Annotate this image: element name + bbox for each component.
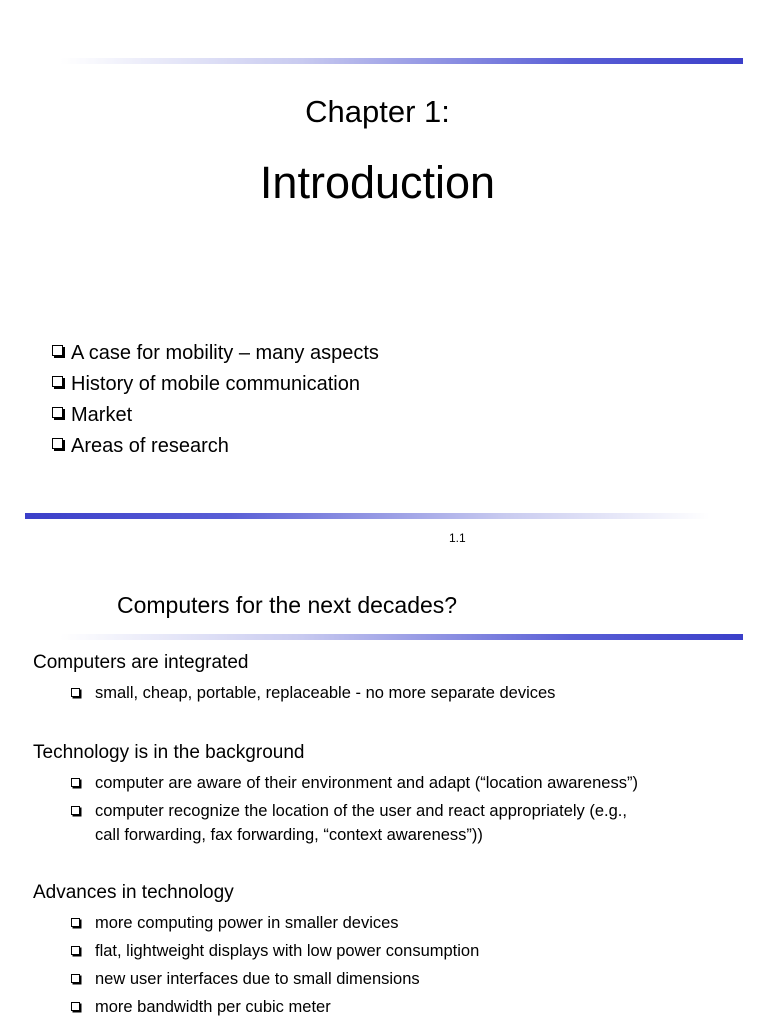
section-heading: Advances in technology [33,882,234,903]
section-technology-background [33,741,638,847]
list-item: computer recognize the location of the user and react appropriately (e.g., [33,799,638,823]
list-item: Areas of research [52,431,379,462]
list-item: more computing power in smaller devices [33,911,479,935]
list-item: small, cheap, portable, replaceable - no more separate devices [33,681,555,705]
section-heading: Computers are integrated [33,652,249,673]
checkbox-bullet-icon [71,974,80,983]
checkbox-bullet-icon [71,918,80,927]
section-heading: Technology is in the background [33,742,305,763]
topic-list [52,338,379,462]
footer-rule-slide1 [25,513,710,519]
list-item: computer are aware of their environment and adapt (“location awareness”) [33,771,638,795]
list-item: more bandwidth per cubic meter [33,995,479,1019]
checkbox-bullet-icon [52,438,63,449]
checkbox-bullet-icon [52,345,63,356]
checkbox-bullet-icon [71,688,80,697]
header-rule-slide2 [60,634,743,640]
slide-title: Introduction [259,157,496,208]
list-item: Market [52,400,379,431]
checkbox-bullet-icon [52,407,63,418]
checkbox-bullet-icon [71,1002,80,1011]
checkbox-bullet-icon [71,778,80,787]
list-item: History of mobile communication [52,369,379,400]
slide2-title: Computers for the next decades? [117,592,458,618]
list-item-continuation: call forwarding, fax forwarding, “context awareness”)) [95,826,483,844]
chapter-label: Chapter 1: [305,94,450,129]
list-item: flat, lightweight displays with low power consumption [33,939,479,963]
section-computers-integrated [33,651,555,705]
list-item: new user interfaces due to small dimensions [33,967,479,991]
list-item: A case for mobility – many aspects [52,338,379,369]
checkbox-bullet-icon [71,806,80,815]
checkbox-bullet-icon [52,376,63,387]
page-number: 1.1 [449,531,466,545]
checkbox-bullet-icon [71,946,80,955]
header-rule-slide1 [60,58,743,64]
section-advances-technology [33,881,479,1019]
